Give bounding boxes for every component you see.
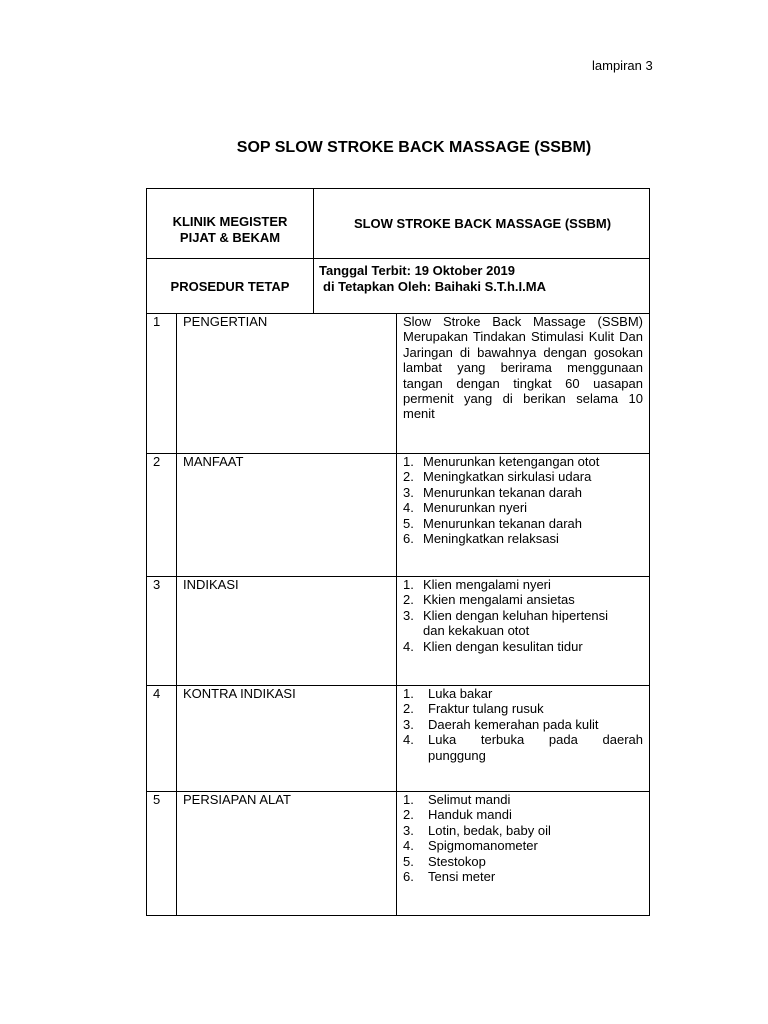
- issue-info: [319, 263, 546, 295]
- row-label: PERSIAPAN ALAT: [183, 792, 291, 807]
- list-item: 4. Menurunkan nyeri: [403, 500, 528, 516]
- benefits-list: [403, 454, 643, 546]
- list-item: 5. Stestokop: [403, 853, 486, 869]
- list-item: 5. Menurunkan tekanan darah: [403, 515, 583, 531]
- header-divider-horizontal: [147, 258, 649, 259]
- list-item: 3. Lotin, bedak, baby oil: [403, 822, 551, 838]
- indications-list: [403, 577, 643, 654]
- issue-date: Tanggal Terbit: 19 Oktober 2019: [319, 263, 516, 278]
- attachment-label: lampiran 3: [592, 58, 653, 73]
- list-item: 6. Meningkatkan relaksasi: [403, 531, 559, 547]
- list-item: 4. Spigmomanometer: [403, 838, 538, 854]
- row-label: KONTRA INDIKASI: [183, 686, 296, 701]
- row-number: 2: [153, 454, 161, 469]
- header-divider-vertical: [313, 189, 314, 313]
- list-item: 2. Fraktur tulang rusuk: [403, 701, 544, 717]
- sop-header-table: [146, 188, 650, 313]
- prosedur-tetap-label: PROSEDUR TETAP: [170, 279, 290, 294]
- list-item: 1. Selimut mandi: [403, 792, 511, 807]
- document-title: SOP SLOW STROKE BACK MASSAGE (SSBM): [236, 139, 592, 156]
- clinic-name-line2: PIJAT & BEKAM: [179, 230, 281, 245]
- clinic-name: [147, 214, 313, 246]
- row-label: PENGERTIAN: [183, 314, 268, 329]
- list-item: 6. Tensi meter: [403, 869, 496, 885]
- row-label: MANFAAT: [183, 454, 244, 469]
- list-item: 3. Klien dengan keluhan hipertensi dan kekakuan otot: [403, 607, 609, 639]
- issued-by: di Tetapkan Oleh: Baihaki S.T.h.I.MA: [323, 279, 546, 294]
- list-item: 1. Klien mengalami nyeri: [403, 577, 551, 592]
- row-label: INDIKASI: [183, 577, 239, 592]
- row-number: 3: [153, 577, 161, 592]
- column-divider-number: [176, 314, 177, 915]
- definition-text: Slow Stroke Back Massage (SSBM) Merupakan Tindakan Stimulasi Kulit Dan Jaringan di bawahnya dengan gosokan lambat yang berirama menggunaan tangan dengan tingkat 60 uasapan permenit yang di berikan selama 10 menit: [403, 314, 643, 422]
- list-item: 3. Daerah kemerahan pada kulit: [403, 716, 599, 732]
- row-number: 4: [153, 686, 161, 701]
- contraindications-list: [403, 686, 643, 763]
- sop-body-table: [146, 313, 650, 916]
- list-item: 1. Luka bakar: [403, 686, 493, 701]
- procedure-title: SLOW STROKE BACK MASSAGE (SSBM): [353, 216, 612, 231]
- list-item: 2. Handuk mandi: [403, 807, 512, 823]
- row-number: 1: [153, 314, 161, 329]
- list-item: 3. Menurunkan tekanan darah: [403, 484, 583, 500]
- list-item: 4. Luka terbuka pada daerah punggung: [403, 732, 643, 763]
- list-item: 1. Menurunkan ketengangan otot: [403, 454, 600, 469]
- list-item: 4. Klien dengan kesulitan tidur: [403, 638, 583, 654]
- list-item: 2. Meningkatkan sirkulasi udara: [403, 469, 592, 485]
- list-item: 2. Kkien mengalami ansietas: [403, 592, 575, 608]
- clinic-name-line1: KLINIK MEGISTER: [172, 214, 288, 229]
- row-number: 5: [153, 792, 161, 807]
- equipment-list: [403, 792, 643, 884]
- column-divider-content: [396, 314, 397, 915]
